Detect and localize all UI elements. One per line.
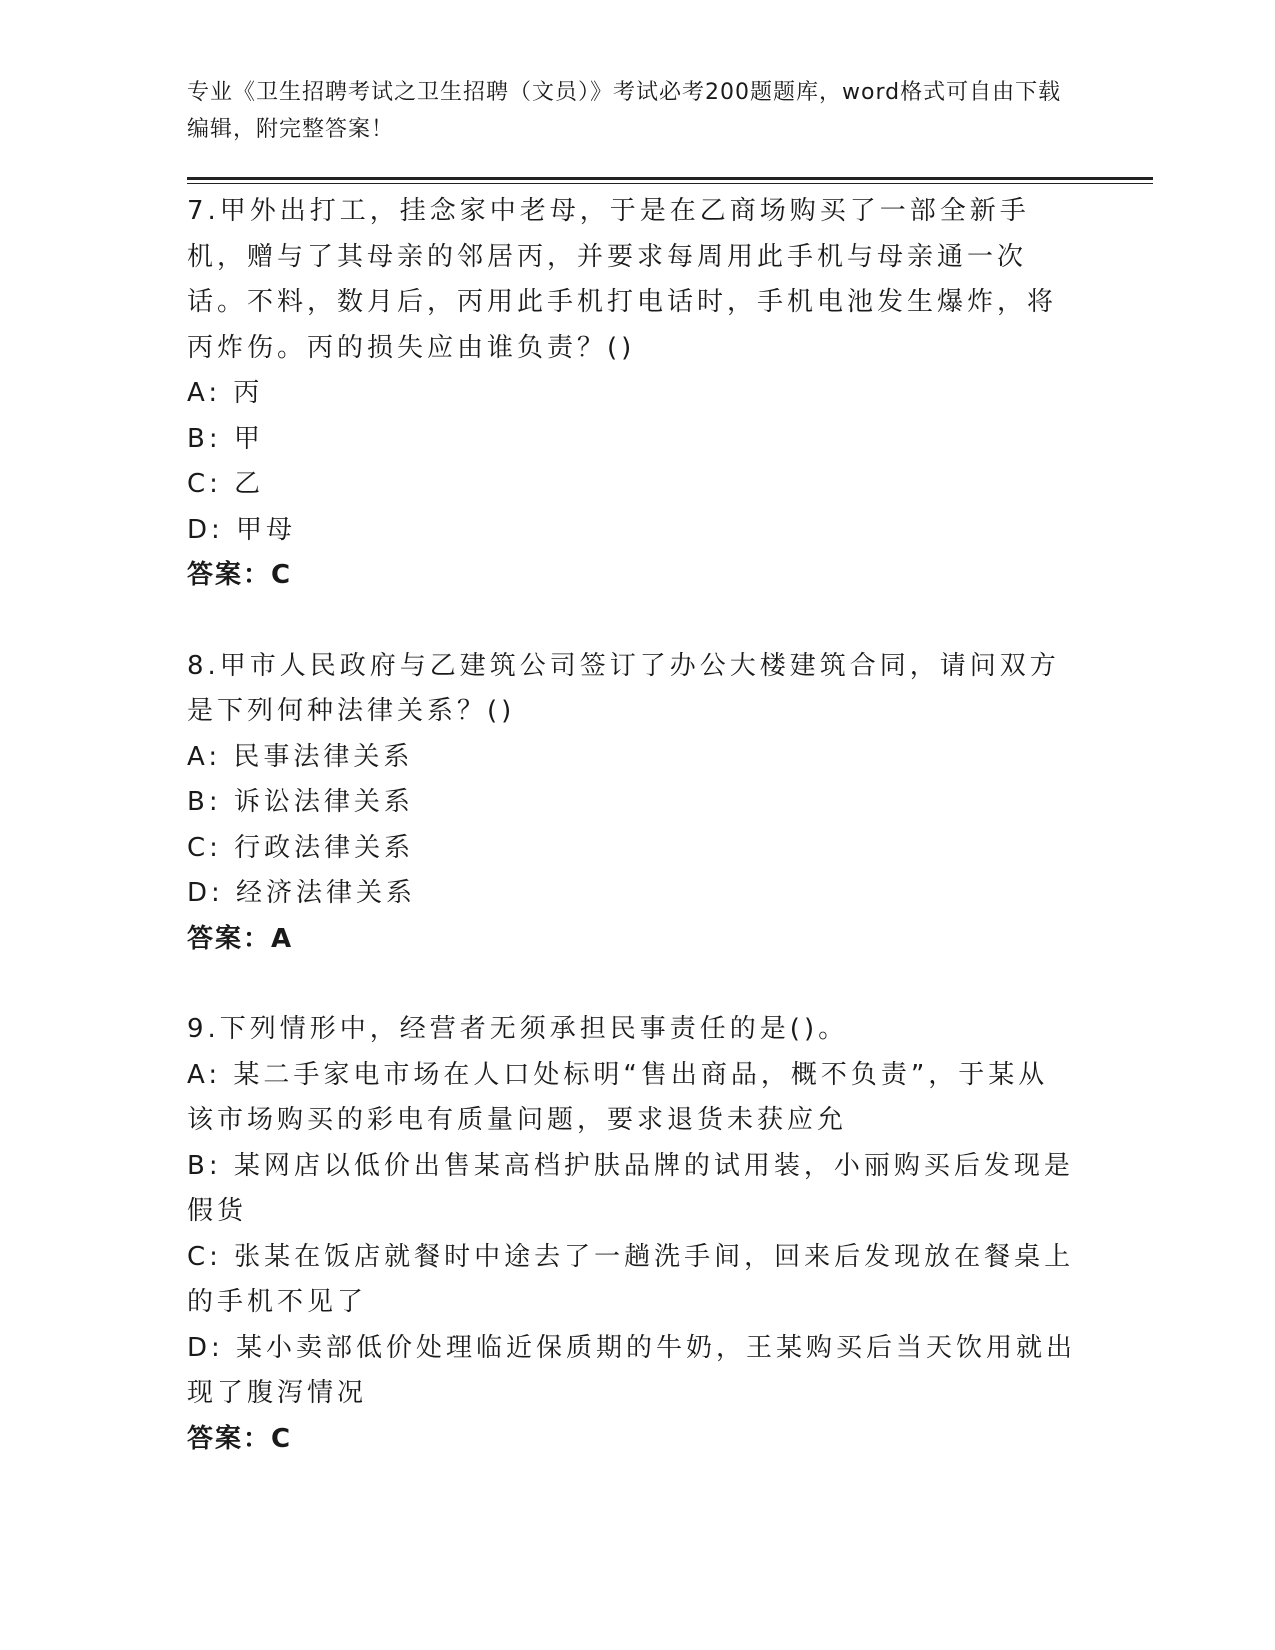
header-divider-thin: [187, 183, 1153, 184]
question-7: [187, 189, 1077, 599]
question-text: 9.下列情形中，经营者无须承担民事责任的是()。: [187, 1014, 849, 1044]
option-d: D: 某小卖部低价处理临近保质期的牛奶，王某购买后当天饮用就出现了腹泻情况: [187, 1332, 1077, 1408]
option-a: A: 民事法律关系: [187, 741, 414, 772]
answer-label: 答案：C: [187, 1423, 293, 1454]
option-d: D: 经济法律关系: [187, 878, 417, 908]
question-text: 8.甲市人民政府与乙建筑公司签订了办公大楼建筑合同，请问双方是下列何种法律关系？(): [187, 650, 1060, 726]
option-b: B: 某网店以低价出售某高档护肤品牌的试用装，小丽购买后发现是假货: [187, 1150, 1074, 1226]
question-8: [187, 644, 1077, 963]
option-c: C: 乙: [187, 469, 265, 499]
answer-label: 答案：A: [187, 923, 294, 954]
option-b: B: 诉讼法律关系: [187, 787, 414, 817]
option-b: B: 甲: [187, 423, 264, 454]
answer-label: 答案：C: [187, 560, 293, 590]
question-text: 7.甲外出打工，挂念家中老母，于是在乙商场购买了一部全新手机，赠与了其母亲的邻居丙，并要求每周用此手机与母亲通一次话。不料，数月后，丙用此手机打电话时，手机电池发生爆炸，将丙炸伤。丙的损失应由谁负责？(): [187, 196, 1058, 363]
option-c: C: 张某在饭店就餐时中途去了一趟洗手间，回来后发现放在餐桌上的手机不见了: [187, 1241, 1075, 1317]
document-header: 专业《卫生招聘考试之卫生招聘（文员）》考试必考200题题库，word格式可自由下载编辑，附完整答案！: [187, 80, 1062, 142]
option-d: D: 甲母: [187, 514, 297, 545]
option-a: A: 某二手家电市场在人口处标明“售出商品，概不负责”，于某从该市场购买的彩电有质量问题，要求退货未获应允: [187, 1059, 1049, 1135]
option-c: C: 行政法律关系: [187, 832, 415, 863]
header-divider-thick: [187, 177, 1153, 180]
option-a: A: 丙: [187, 378, 264, 408]
question-9: [187, 1007, 1077, 1462]
question-list: [187, 189, 1077, 1462]
